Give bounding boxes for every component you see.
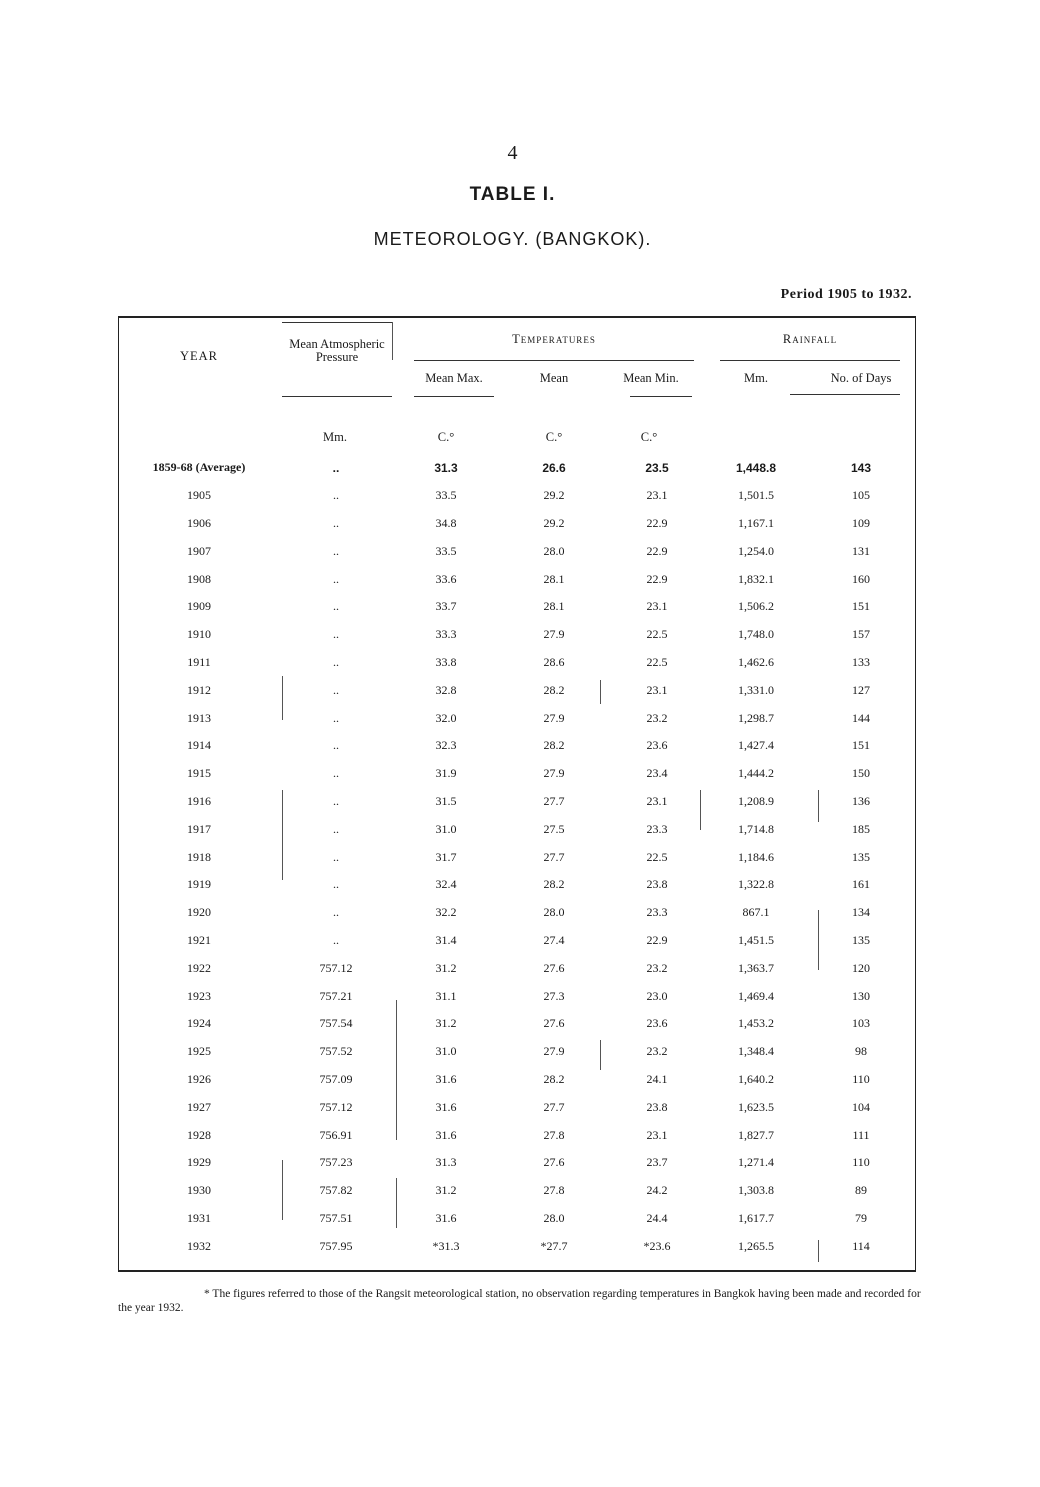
cell-year: 1919 [187,877,211,892]
table-row [118,649,916,677]
table-row [118,676,916,704]
table-row [118,927,916,955]
cell-mm: 867.1 [742,905,770,920]
cell-mm: 1,208.9 [738,793,774,808]
cell-year: 1923 [187,988,211,1003]
cell-mm: 1,640.2 [738,1071,774,1086]
cell-pressure: 757.23 [319,1155,353,1170]
header-temperatures: Temperatures [512,332,596,346]
table-row [118,732,916,760]
table-row [118,1149,916,1177]
table-row [118,899,916,927]
cell-mean: 27.7 [543,793,565,808]
cell-min: 23.1 [646,682,668,697]
cell-mean: 28.0 [543,905,565,920]
cell-pressure: 757.51 [319,1210,353,1225]
cell-min: 24.1 [646,1071,668,1086]
cell-max: 31.2 [435,1016,457,1031]
table-row [118,1177,916,1205]
cell-min: 22.5 [646,654,668,669]
table-title: TABLE I. [469,184,556,205]
cell-days: 104 [852,1099,870,1114]
cell-mm: 1,469.4 [738,988,774,1003]
cell-year: 1907 [187,543,211,558]
cell-max: 31.6 [435,1210,457,1225]
unit-max: C.° [437,430,455,444]
cell-min: 23.2 [646,1044,668,1059]
header-pressure: Mean Atmospheric Pressure [289,337,385,364]
cell-mean: 28.1 [543,599,565,614]
cell-max: *31.3 [432,1238,460,1253]
cell-max: 31.6 [435,1071,457,1086]
cell-mean: *27.7 [540,1238,568,1253]
cell-pressure: 757.12 [319,960,353,975]
cell-min: 23.4 [646,766,668,781]
table-row [118,954,916,982]
table-row [118,1121,916,1149]
cell-mm: 1,298.7 [738,710,774,725]
table-row [118,510,916,538]
cell-pressure: .. [333,543,339,558]
cell-mm: 1,453.2 [738,1016,774,1031]
cell-mean: 27.9 [543,766,565,781]
cell-mean: 27.6 [543,960,565,975]
cell-year: 1914 [187,738,211,753]
cell-max: 33.5 [435,543,457,558]
cell-mean: 27.7 [543,849,565,864]
header-rule-top [282,322,392,323]
cell-pressure: .. [332,460,340,475]
cell-mm: 1,331.0 [738,682,774,697]
cell-year: 1911 [187,654,211,669]
cell-days: 110 [852,1155,870,1170]
cell-year: 1929 [187,1155,211,1170]
period-label: Period 1905 to 1932. [780,287,912,302]
unit-min: C.° [640,430,658,444]
cell-min: *23.6 [643,1238,671,1253]
table-row [118,565,916,593]
unit-mean: C.° [545,430,563,444]
cell-days: 134 [852,905,870,920]
cell-year: 1922 [187,960,211,975]
header-mean: Mean [539,371,569,385]
cell-days: 135 [852,932,870,947]
table-row [118,1232,916,1260]
cell-min: 23.2 [646,960,668,975]
cell-pressure: .. [333,905,339,920]
cell-min: 22.9 [646,515,668,530]
cell-mean: 28.0 [543,543,565,558]
table-row [118,454,916,482]
cell-min: 23.1 [646,793,668,808]
table-row [118,843,916,871]
cell-mean: 27.7 [543,1099,565,1114]
cell-year: 1926 [187,1071,211,1086]
cell-max: 32.0 [435,710,457,725]
cell-pressure: .. [333,627,339,642]
header-rule-bottom-4 [790,394,900,395]
cell-min: 23.8 [646,877,668,892]
cell-pressure: .. [333,738,339,753]
cell-min: 23.1 [646,1127,668,1142]
cell-mm: 1,265.5 [738,1238,774,1253]
table-row [118,815,916,843]
cell-pressure: .. [333,599,339,614]
cell-pressure: .. [333,710,339,725]
cell-mm: 1,363.7 [738,960,774,975]
cell-pressure: .. [333,654,339,669]
cell-mm: 1,254.0 [738,543,774,558]
cell-days: 131 [852,543,870,558]
cell-pressure: .. [333,877,339,892]
cell-pressure: 757.82 [319,1183,353,1198]
cell-year: 1921 [187,932,211,947]
cell-pressure: 757.12 [319,1099,353,1114]
cell-pressure: 756.91 [319,1127,353,1142]
cell-days: 110 [852,1071,870,1086]
cell-pressure: .. [333,821,339,836]
header-mean-min: Mean Min. [623,371,679,385]
cell-min: 23.1 [646,488,668,503]
cell-mean: 28.0 [543,1210,565,1225]
cell-max: 31.5 [435,793,457,808]
cell-days: 161 [852,877,870,892]
cell-mm: 1,462.6 [738,654,774,669]
temperatures-rule [414,360,694,361]
table-row [118,704,916,732]
cell-days: 114 [852,1238,870,1253]
cell-mm: 1,271.4 [738,1155,774,1170]
header-rule-bottom [282,396,392,397]
cell-max: 33.5 [435,488,457,503]
cell-max: 31.0 [435,1044,457,1059]
table-row [118,1038,916,1066]
cell-max: 31.1 [435,988,457,1003]
footnote: * The figures referred to those of the Rangsit meteorological station, no observation regarding temperatures in Bangkok having been made and recorded for the year 1932. [118,1288,921,1314]
cell-pressure: .. [333,682,339,697]
cell-max: 33.3 [435,627,457,642]
cell-mean: 27.9 [543,710,565,725]
cell-pressure: .. [333,766,339,781]
cell-mean: 27.4 [543,932,565,947]
cell-year: 1912 [187,682,211,697]
cell-mm: 1,427.4 [738,738,774,753]
header-mean-max: Mean Max. [425,371,483,385]
cell-year: 1932 [187,1238,211,1253]
cell-mm: 1,444.2 [738,766,774,781]
cell-mean: 27.8 [543,1127,565,1142]
cell-pressure: .. [333,488,339,503]
cell-year: 1925 [187,1044,211,1059]
table-row [118,760,916,788]
cell-mean: 28.2 [543,682,565,697]
cell-mm: 1,348.4 [738,1044,774,1059]
table-subtitle: METEOROLOGY. (BANGKOK). [373,229,652,249]
table-row [118,982,916,1010]
cell-year: 1920 [187,905,211,920]
cell-max: 33.8 [435,654,457,669]
cell-min: 23.0 [646,988,668,1003]
header-rainfall-mm: Mm. [744,371,768,385]
cell-max: 32.2 [435,905,457,920]
cell-year: 1916 [187,793,211,808]
cell-mean: 29.2 [543,515,565,530]
cell-mean: 27.8 [543,1183,565,1198]
cell-days: 150 [852,766,870,781]
cell-min: 23.1 [646,599,668,614]
header-rule-bottom-3 [630,396,692,397]
cell-pressure: .. [333,571,339,586]
cell-days: 89 [855,1183,867,1198]
cell-days: 111 [852,1127,870,1142]
cell-days: 157 [852,627,870,642]
cell-min: 23.8 [646,1099,668,1114]
cell-days: 103 [852,1016,870,1031]
cell-mean: 28.1 [543,571,565,586]
cell-year: 1915 [187,766,211,781]
cell-min: 23.7 [646,1155,668,1170]
cell-max: 34.8 [435,515,457,530]
cell-min: 23.2 [646,710,668,725]
cell-mean: 29.2 [543,488,565,503]
cell-mm: 1,623.5 [738,1099,774,1114]
cell-mean: 27.9 [543,627,565,642]
cell-pressure: .. [333,515,339,530]
cell-pressure: 757.52 [319,1044,353,1059]
cell-min: 22.9 [646,543,668,558]
cell-year: 1910 [187,627,211,642]
cell-days: 160 [852,571,870,586]
cell-pressure: 757.21 [319,988,353,1003]
cell-days: 135 [852,849,870,864]
table-row [118,871,916,899]
cell-year: 1908 [187,571,211,586]
cell-days: 130 [852,988,870,1003]
cell-mean: 28.2 [543,877,565,892]
cell-mm: 1,714.8 [738,821,774,836]
cell-pressure: 757.54 [319,1016,353,1031]
cell-mm: 1,617.7 [738,1210,774,1225]
cell-min: 24.2 [646,1183,668,1198]
cell-mean: 27.3 [543,988,565,1003]
cell-min: 23.3 [646,905,668,920]
table-row [118,482,916,510]
cell-year: 1931 [187,1210,211,1225]
cell-days: 143 [850,460,872,475]
cell-min: 23.6 [646,738,668,753]
cell-max: 32.8 [435,682,457,697]
cell-year: 1917 [187,821,211,836]
cell-mean: 26.6 [542,460,566,475]
cell-days: 109 [852,515,870,530]
cell-mean: 28.2 [543,1071,565,1086]
cell-days: 98 [855,1044,867,1059]
header-rainfall-days: No. of Days [830,371,892,385]
cell-pressure: 757.95 [319,1238,353,1253]
cell-year: 1906 [187,515,211,530]
cell-max: 31.6 [435,1099,457,1114]
cell-year: 1905 [187,488,211,503]
cell-days: 105 [852,488,870,503]
cell-mean: 27.5 [543,821,565,836]
cell-max: 32.3 [435,738,457,753]
cell-min: 23.5 [645,460,669,475]
cell-max: 33.6 [435,571,457,586]
cell-max: 31.2 [435,1183,457,1198]
cell-min: 22.9 [646,932,668,947]
unit-pressure: Mm. [323,430,347,444]
cell-mean: 28.6 [543,654,565,669]
cell-max: 32.4 [435,877,457,892]
cell-year: 1930 [187,1183,211,1198]
cell-mean: 27.6 [543,1155,565,1170]
table-row [118,537,916,565]
cell-max: 31.6 [435,1127,457,1142]
cell-mm: 1,451.5 [738,932,774,947]
cell-min: 24.4 [646,1210,668,1225]
table-row [118,593,916,621]
cell-days: 120 [852,960,870,975]
cell-max: 31.7 [435,849,457,864]
cell-year: 1924 [187,1016,211,1031]
cell-mm: 1,748.0 [738,627,774,642]
cell-year: 1913 [187,710,211,725]
cell-max: 31.9 [435,766,457,781]
table-row [118,1205,916,1233]
cell-max: 31.3 [435,1155,457,1170]
cell-days: 79 [855,1210,867,1225]
cell-days: 144 [852,710,870,725]
cell-mm: 1,501.5 [738,488,774,503]
cell-max: 31.0 [435,821,457,836]
cell-year: 1927 [187,1099,211,1114]
cell-mm: 1,448.8 [735,460,777,475]
cell-days: 136 [852,793,870,808]
cell-mm: 1,827.7 [738,1127,774,1142]
cell-min: 23.3 [646,821,668,836]
cell-max: 31.4 [435,932,457,947]
cell-mean: 28.2 [543,738,565,753]
cell-mean: 27.9 [543,1044,565,1059]
cell-mm: 1,303.8 [738,1183,774,1198]
column-rule [392,322,393,360]
cell-mm: 1,322.8 [738,877,774,892]
cell-min: 23.6 [646,1016,668,1031]
cell-year: 1928 [187,1127,211,1142]
cell-pressure: .. [333,793,339,808]
header-rainfall: Rainfall [782,332,838,346]
cell-pressure: 757.09 [319,1071,353,1086]
header-rule-bottom-2 [414,396,494,397]
table-row [118,1010,916,1038]
table-row [118,621,916,649]
cell-year: 1859-68 (Average) [152,460,246,475]
cell-min: 22.5 [646,627,668,642]
cell-mm: 1,506.2 [738,599,774,614]
rainfall-rule [720,360,900,361]
table-row [118,1093,916,1121]
cell-min: 22.5 [646,849,668,864]
header-year: YEAR [179,349,219,363]
cell-mm: 1,167.1 [738,515,774,530]
cell-max: 33.7 [435,599,457,614]
meteorology-table [118,454,916,1260]
table-row [118,1066,916,1094]
cell-mean: 27.6 [543,1016,565,1031]
cell-max: 31.3 [434,460,458,475]
cell-year: 1918 [187,849,211,864]
cell-days: 151 [852,599,870,614]
cell-days: 151 [852,738,870,753]
cell-pressure: .. [333,849,339,864]
cell-days: 133 [852,654,870,669]
cell-year: 1909 [187,599,211,614]
cell-min: 22.9 [646,571,668,586]
table-row [118,788,916,816]
cell-pressure: .. [333,932,339,947]
cell-mm: 1,184.6 [738,849,774,864]
page-number: 4 [507,142,518,164]
cell-days: 185 [852,821,870,836]
cell-days: 127 [852,682,870,697]
cell-max: 31.2 [435,960,457,975]
cell-mm: 1,832.1 [738,571,774,586]
